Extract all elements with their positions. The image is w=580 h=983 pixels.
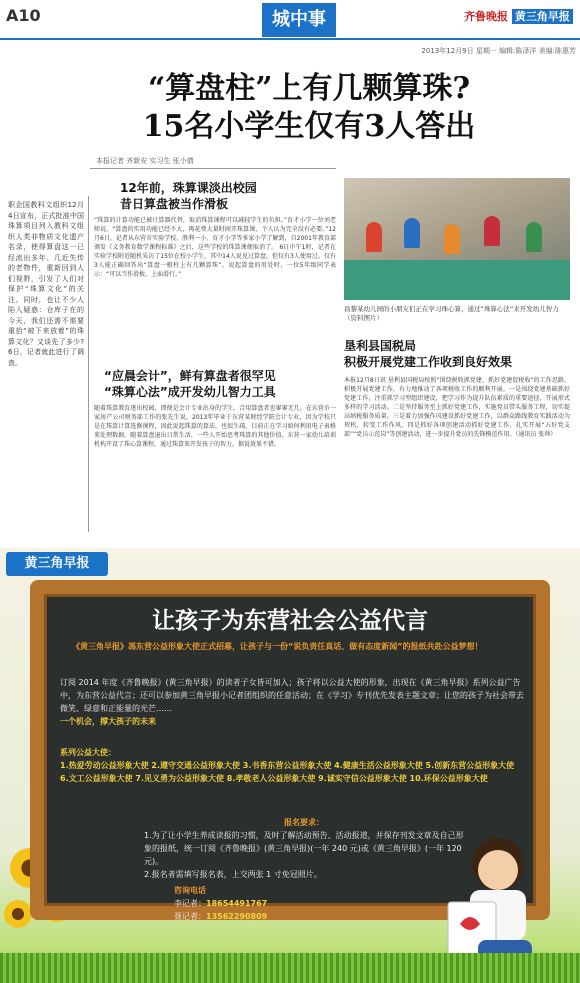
headline-2 bbox=[344, 338, 570, 370]
subhead-1-line-2: 昔日算盘被当作滑板 bbox=[120, 197, 229, 211]
ad-title: 让孩子为东营社会公益代言 bbox=[152, 608, 428, 634]
lead-column: 职企国教科文组织12月4日宣布，正式批准中国珠算项目列入教科文组织人类非物质文化遗产名录，使得算盘这一已经流出多年、几近失传的老物件，重新回到人们视野，引发了人们对保护“珠算文化”的关注。同时，也让不少人陷入疑惑：仓库子在的今天，我们还需不需要重拾“被下来放着”的珠算文化？又谈先了多少?6日，记者就此进行了调查。 bbox=[8, 201, 84, 367]
photo-caption: 昌黎某幼儿园的小朋友们正在学习珠心算，通过“珠算心法”来开发幼儿智力（资料图片） bbox=[344, 305, 559, 322]
contact-1 bbox=[174, 897, 374, 910]
photo-desk bbox=[344, 260, 570, 300]
contact-heading: 咨询电话 bbox=[174, 886, 206, 895]
brand-series: 黄三角早报 bbox=[512, 9, 573, 24]
sunflower-icon bbox=[4, 900, 32, 928]
ad-logo: 黄三角早报 bbox=[6, 552, 108, 576]
column-divider bbox=[88, 196, 89, 532]
contact-2-name: 聂记者： bbox=[174, 912, 206, 921]
ad-paragraph-1 bbox=[60, 676, 524, 728]
ad-intro bbox=[72, 640, 512, 653]
photo-child bbox=[526, 222, 542, 252]
contact-2-phone: 13562290809 bbox=[206, 912, 268, 921]
brand-paper: 齐鲁晚报 bbox=[464, 10, 508, 23]
photo-child bbox=[366, 222, 382, 252]
headline-line-2: 15名小学生仅有3人答出 bbox=[142, 109, 476, 144]
article-body-1: “珠算的计算功能已被计算器代替，取消珠算课程可以减轻学生的负担。”育才小学一位刘老师说，“算盘的实用功能已经不大，再花费大量时间开珠算课，个人认为完全没有必要。”12月6日，记者从东营市实验学校、胜利一小、育才小学等多家小学了解到，自2001年教育部颁发《义务教育数学课程标准》之后，这些学校的珠算课便取消了。 6日中午1时，记者在实验学校附近随机采访了15位在校小学生，其中14人说见过算盘，但仅有3人使用过。仅有3人能正确回答出“算盘一根柱上有几颗算珠”。说起算盘的用处时，一位5年级同学表示：“可以当作滑板，上面滑行。” bbox=[94, 217, 336, 278]
subhead-2-line-2: “珠算心法”成开发幼儿智力工具 bbox=[104, 385, 276, 399]
headline-line-1: “算盘柱”上有几颗算珠? bbox=[147, 71, 471, 106]
divider bbox=[90, 168, 336, 169]
contact-1-phone: 18654491767 bbox=[206, 899, 268, 908]
subhead-1 bbox=[120, 180, 330, 212]
page-number: A10 bbox=[6, 6, 41, 25]
photo-child bbox=[404, 218, 420, 248]
ad-paragraph-1-tail: 一个机会，撑大孩子的未来 bbox=[60, 717, 156, 726]
classroom-photo bbox=[344, 178, 570, 300]
header-rule bbox=[0, 38, 580, 40]
requirements-heading: 报名要求： bbox=[284, 818, 324, 827]
ambassador-categories bbox=[60, 746, 524, 785]
subhead-2 bbox=[104, 368, 334, 400]
headline-2-line-1: 垦利县国税局 bbox=[344, 339, 417, 353]
advertisement bbox=[0, 548, 580, 983]
article-body-2: 随着珠算教育逐出校园，即便是会计专业出身的学生，合用算盘者也寥寥无几。在东营市一家房产公司财务部工作的张先生说，2013年毕业于东营某财经学院会计专业，因为学校只是在珠算计算选修课程，因此说起珠算的算法，也很生疏。目前正在学习如何利用电子表格来处理数据。随着算盘退出日常生活，一些人开始思考珠算的其他价值。东营一家幼儿培训机构开设了珠心算课程，通过珠算来开发孩子的智力，据说效果不错。 bbox=[94, 405, 336, 448]
section-title: 城中事 bbox=[262, 3, 336, 37]
categories-list: 1.热爱劳动公益形象大使 2.遵守交通公益形象大使 3.书香东营公益形象大使 4.健康生活公益形象大使 5.创新东营公益形象大使 6.文工公益形象大使 7.见义勇为公益形象大使 8.孝敬老人公益形象大使 9.诚实守信公益形象大使 10.环保公益形象大使 bbox=[60, 761, 515, 783]
byline: 本报记者 齐新安 实习生 张小倩 bbox=[96, 157, 194, 165]
masthead-brand bbox=[464, 8, 573, 24]
grass-border bbox=[0, 953, 580, 983]
contact-info bbox=[174, 884, 374, 923]
requirement-2: 2.报名者需填写报名表，上交两张 1 寸免冠照片。 bbox=[144, 870, 322, 879]
dateline: 2013年12月9日 星期一 编辑:陈泽洋 美编:陈惠芳 bbox=[421, 47, 576, 55]
photo-child bbox=[444, 224, 460, 254]
article-2-body: 本报12月8日讯 垦利县国税局按照“围绕税收抓党建，抓好党建促税收”的工作思路，积极开展党建工作，有力地推动了各项税收工作的顺利开展。一是围绕党建基础抓好党建工作，注重抓学习型组织建设，把学习作为提升队伍素质的重要途径，开展形式多样的学习活动。二是坚持服务至上抓好党建工作，实施党员带头服务工程，切实提高纳税服务质量。三是着力加强作风建设抓好党建工作，以群众路线教育实践活动为契机，转变工作作风。四是抓好各项创建活动抓好党建工作，扎实开展“五好党支部”“党员示范岗”等创建活动，进一步提升党员的先锋模范作用。（通讯员 张帅） bbox=[344, 377, 570, 438]
contact-2 bbox=[174, 910, 374, 923]
contact-1-name: 李记者： bbox=[174, 899, 206, 908]
subhead-1-line-1: 12年前，珠算课淡出校园 bbox=[120, 181, 257, 195]
photo-child bbox=[484, 216, 500, 246]
headline-2-line-2: 积极开展党建工作收到良好效果 bbox=[344, 355, 513, 369]
categories-heading: 系列公益大使： bbox=[60, 748, 116, 757]
ad-intro-text: 《黄三角早报》馮东营公益形象大使正式招募，让孩子与一份“说负责任真话、做有态度新闻”的报纸共赴公益梦想！ bbox=[72, 642, 483, 651]
ad-paragraph-1-text: 订阅 2014 年度《齐鲁晚报》(黄三角早报）的读者子女皆可加入；孩子将以公益大使的形象，出现在《黄三角早报》系列公益广告中，为东营公益代言；还可以参加黄三角早报小记者团组织的任意活动；在《学习》专刊优先发表主题文章；让您的孩子为社会带去微笑、绿意和正能量的光芒…… bbox=[60, 678, 524, 713]
requirement-1: 1.为了让小学生养成读报的习惯，及时了解活动预告、活动报道，并保存刊发文章及自己形象的报纸，统一订阅《齐鲁晚报》(黄三角早报)(一年 240 元)或《黄三角早报》(一年 120 元)。 bbox=[144, 831, 464, 866]
subhead-2-line-1: “应晨会计”，鲜有算盘者很罕见 bbox=[104, 369, 276, 383]
headline bbox=[74, 70, 544, 146]
